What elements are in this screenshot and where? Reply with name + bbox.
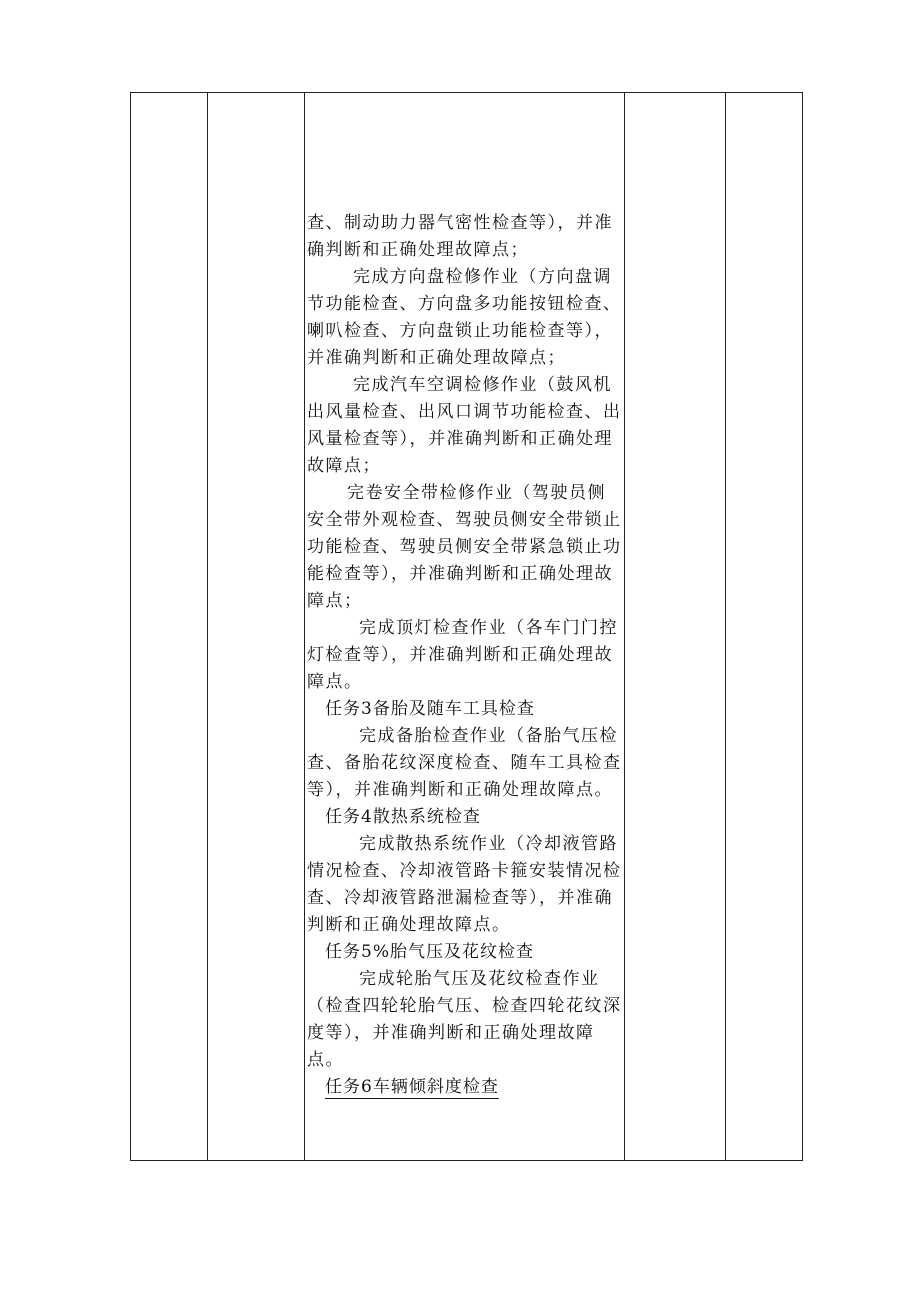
table-cell-content xyxy=(305,93,625,1161)
paragraph-brake-continuation: 查、制动助力器气密性检查等），并准确判断和正确处理故障点； xyxy=(307,213,613,260)
task-heading-5: 任务5%胎气压及花纹检查 xyxy=(325,942,534,962)
task-description xyxy=(305,93,624,1101)
paragraph-cooling-system: 完成散热系统作业（冷却液管路情况检查、冷却液管路卡箍安装情况检查、冷却液管路泄漏检查等），并准确判断和正确处理故障点。 xyxy=(307,834,622,935)
table-row xyxy=(131,93,803,1161)
table-cell-col2 xyxy=(208,93,305,1161)
task-heading-4: 任务4散热系统检查 xyxy=(325,807,481,827)
paragraph-steering-wheel: 完成方向盘检修作业（方向盘调节功能检查、方向盘多功能按钮检查、喇叭检查、方向盘锁止功能检查等），并准确判断和正确处理故障点； xyxy=(307,267,622,368)
task-heading-3: 任务3备胎及随车工具检查 xyxy=(325,699,535,719)
paragraph-air-conditioning: 完成汽车空调检修作业（鼓风机出风量检查、出风口调节功能检查、出风量检查等），并准确判断和正确处理故障点； xyxy=(307,375,622,476)
paragraph-spare-tire: 完成备胎检查作业（备胎气压检查、备胎花纹深度检查、随车工具检查等），并准确判断和正确处理故障点。 xyxy=(307,726,622,800)
table-cell-col4 xyxy=(625,93,726,1161)
table-cell-col5 xyxy=(726,93,803,1161)
table-cell-col1 xyxy=(131,93,208,1161)
task-heading-6: 任务6车辆倾斜度检查 xyxy=(325,1077,499,1097)
paragraph-seat-belt: 完卷安全带检修作业（驾驶员侧安全带外观检查、驾驶员侧安全带锁止功能检查、驾驶员侧安全带紧急锁止功能检查等），并准确判断和正确处理故障点； xyxy=(307,483,622,611)
paragraph-tire-pressure: 完成轮胎气压及花纹检查作业（检查四轮轮胎气压、检查四轮花纹深度等），并准确判断和正确处理故障点。 xyxy=(307,969,622,1070)
assessment-table xyxy=(130,92,803,1161)
paragraph-dome-light: 完成顶灯检查作业（各车门门控灯检查等），并准确判断和正确处理故障点。 xyxy=(307,618,618,692)
